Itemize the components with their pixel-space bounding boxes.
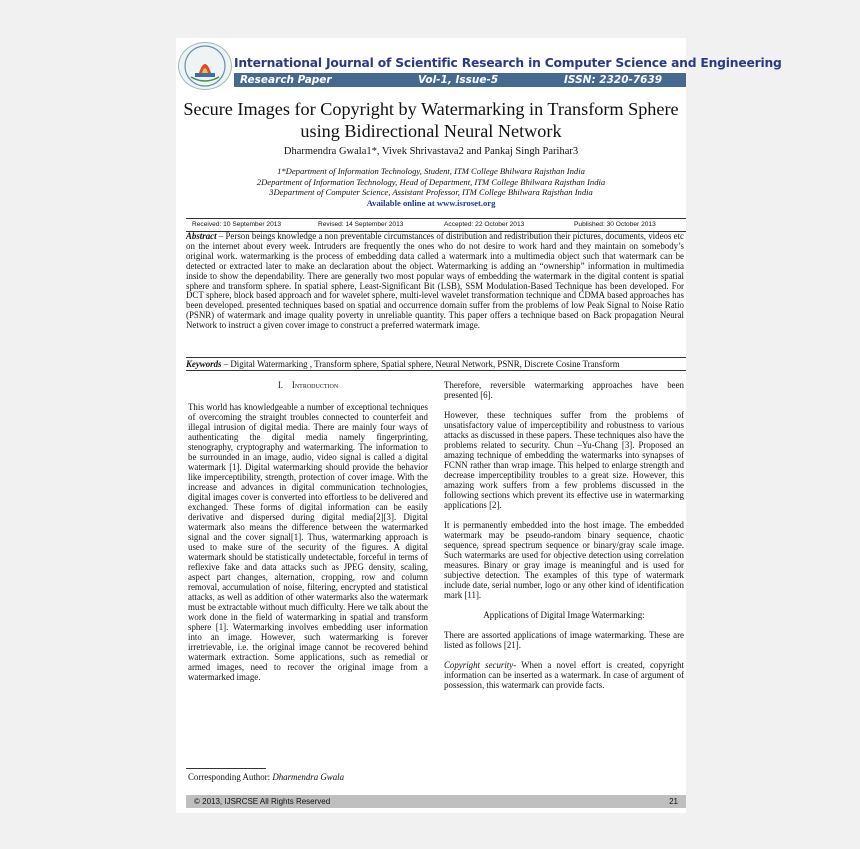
abstract bbox=[186, 232, 684, 331]
affiliation-1: 1*Department of Information Technology, Student, ITM College Bhilwara Rajsthan India bbox=[277, 166, 585, 176]
keywords-label: Keywords bbox=[186, 359, 222, 369]
keywords-text: – Digital Watermarking , Transform sphere, Spatial sphere, Neural Network, PSNR, Discrete Cosine Transform bbox=[221, 359, 620, 369]
page-number: 21 bbox=[669, 797, 678, 806]
paper-page bbox=[176, 38, 782, 813]
paper-title: Secure Images for Copyright by Watermarking in Transform Sphere using Bidirectional Neural Network bbox=[183, 99, 679, 141]
date-published: Published: 30 October 2013 bbox=[574, 221, 656, 228]
paper-type: Research Paper bbox=[240, 74, 332, 86]
paragraph-reversible: Therefore, reversible watermarking approaches have been presented [6]. bbox=[444, 380, 684, 400]
corresponding-author: Corresponding Author: Dharmendra Gwala bbox=[188, 772, 345, 782]
page-footer bbox=[186, 795, 686, 808]
section-heading: I. Introduction bbox=[277, 380, 339, 390]
abstract-label: Abstract bbox=[186, 231, 217, 241]
submission-dates bbox=[186, 218, 686, 232]
date-accepted: Accepted: 22 October 2013 bbox=[444, 221, 525, 228]
affiliation-3: 3Department of Computer Science, Assistant Professor, ITM College Bhilwara Rajsthan India bbox=[269, 187, 593, 197]
right-column bbox=[444, 380, 684, 700]
paragraph-copyright: Copyright security- When a novel effort is created, copyright information can be inserted as a watermark. In case of argument of possession, this watermark can provide facts. bbox=[444, 660, 684, 690]
left-column bbox=[188, 380, 428, 692]
keywords-divider bbox=[186, 357, 686, 358]
author-list: Dharmendra Gwala1*, Vivek Shrivastava2 and Pankaj Singh Parihar3 bbox=[283, 146, 579, 157]
footnote-divider bbox=[186, 768, 266, 769]
intro-paragraph: This world has knowledgeable a number of exceptional techniques of overcoming the straight troubles connected to counterfeit and illegal intrusion of digital media. There are mainly four ways of authenticating the digital media namely fingerprinting, stenography, cryptography and watermarking. The information to be surrounded in an image, audio, video signal is called a digital watermark [1]. Digital watermarking should provide the behavior like imperceptibility, strength, protection of cover image. With the increase and advances in digital communication technologies, digital images cover is converted into effortless to be delivered and exchanged. These forms of digital information can be easily derivative and dispersed during digital media[2][3]. Digital watermark also means the difference between the watermarked signal and the cover signal[1]. Thus, watermarking approach is used to make sure of the security of the figures. A digital watermark should be statistically undetectable, forceful in terms of reflexive fake and data attacks such as JPEG density, scaling, aspect part changes, alternation, cropping, row and column removal, accumulation of noise, filtering, encrypted and statistical attacks, as well as addition of other watermarks also the watermark must be extractable without much difficulty. Here we talk about the work done in the field of watermarking in spatial and transform sphere [1]. Watermarking involves embedding user information into an image. However, such watermarking is forever irretrievable, i.e. the original image cannot be recovered behind watermark extraction. Some applications, such as remedial or armed images, need to recover the original image from a watermarked image. bbox=[188, 402, 428, 682]
keywords-divider-bottom bbox=[186, 370, 686, 371]
applications-subheading: Applications of Digital Image Watermarking: bbox=[483, 610, 645, 620]
affiliations bbox=[176, 166, 686, 208]
isroset-seal-logo bbox=[178, 42, 232, 90]
abstract-text: – Person beings knowledge a non preventable circumstances of distribution and redistribution their pictures, documents, videos etc on the internet about every week. Intruders are frequently the ones who do not desire to work hard and they maintain on somebody’s original work. watermarking is the process of embedding data called a watermark into a multimedia object such that watermark can be detected or extracted later to make an declaration about the object. Watermarking is adding an “ownership” information in multimedia inside to show the dependability. There are generally two most popular ways of embedding the watermark in the digital content is spatial sphere and transform sphere. In spatial sphere, Least-Significant Bit (LSB), SSM Modulation-Based Technique has been developed. For DCT sphere, block based approach and for wavelet sphere, multi-level wavelet transformation technique and CDMA based approaches has been developed. presented techniques based on spatial and occurrence domain suffer from the problems of low Peak Signal to Noise Ratio (PSNR) of watermark and image quality poverty in unreliable quantity. This paper offers a technique based on Back propagation Neural Network to instruct a given cover image to construct a preferred watermark image. bbox=[186, 231, 684, 331]
copyright-notice: © 2013, IJSRCSE All Rights Reserved bbox=[194, 797, 331, 806]
journal-name: International Journal of Scientific Research in Computer Science and Engineering bbox=[234, 56, 782, 70]
journal-info-bar bbox=[234, 73, 686, 87]
keywords bbox=[186, 359, 686, 369]
date-revised: Revised: 14 September 2013 bbox=[318, 221, 404, 228]
affiliation-2: 2Department of Information Technology, Head of Department, ITM College Bhilwara Rajsthan India bbox=[256, 176, 606, 187]
paragraph-problems: However, these techniques suffer from the problems of unsatisfactory value of imperceptibility and robustness to various attacks as discussed in these papers. These techniques also have the problems related to security. Chun –Yu-Chang [3]. Proposed an amazing technique of embedding the watermarks into synapses of FCNN rather than wrap image. This helped to enlarge strength and decrease imperceptibility troubles to a great size. However, this amazing work suffers from a few problems discussed in the following sections which prevent its effective use in watermarking applications [2]. bbox=[444, 410, 684, 510]
copyright-security-label: Copyright security- bbox=[444, 660, 517, 670]
paragraph-embedded: It is permanently embedded into the host image. The embedded watermark may be pseudo-random binary sequence, chaotic sequence, spread spectrum sequence or binary/gray scale image. Such watermarks are used for objective detection using correlation measures. Binary or gray image is meaningful and is used for subjective detection. The examples of this type of watermark include date, serial number, logo or any other kind of identification mark [11]. bbox=[444, 520, 684, 600]
issn: ISSN: 2320-7639 bbox=[564, 74, 663, 86]
date-received: Received: 10 September 2013 bbox=[192, 221, 282, 228]
paragraph-applications: There are assorted applications of image watermarking. These are listed as follows [21]. bbox=[444, 630, 684, 650]
volume-issue: Vol-1, Issue-5 bbox=[418, 74, 499, 86]
available-online-link[interactable]: Available online at www.isroset.org bbox=[366, 197, 496, 208]
